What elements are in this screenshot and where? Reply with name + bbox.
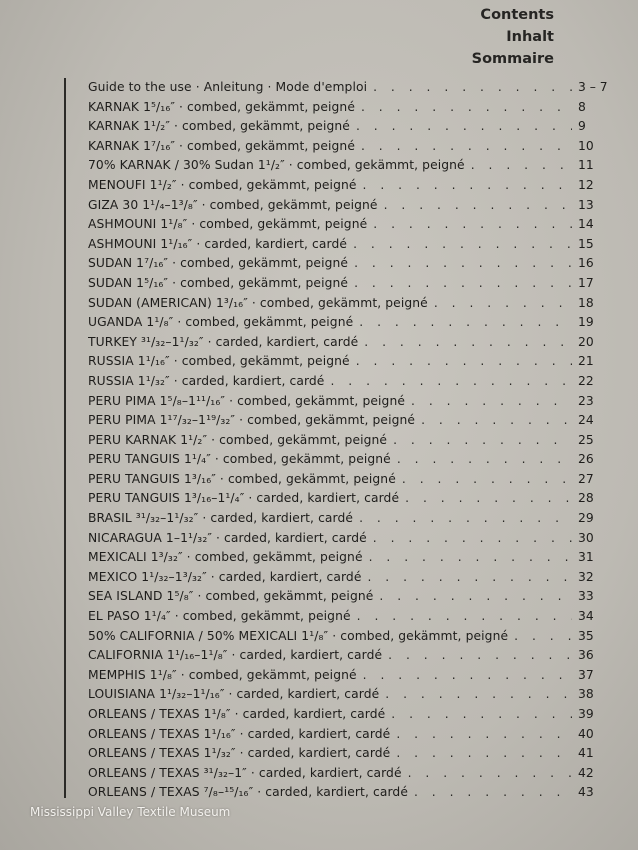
toc-entry-title: MENOUFI 1¹/₂″ · combed, gekämmt, peigné <box>88 177 357 192</box>
toc-entry <box>88 491 608 511</box>
toc-entry-page: 43 <box>578 785 594 800</box>
toc-entry <box>88 746 608 766</box>
toc-entry <box>88 511 608 531</box>
toc-entry <box>88 785 608 805</box>
toc-entry-page: 41 <box>578 746 594 761</box>
watermark: Mississippi Valley Textile Museum <box>30 805 231 819</box>
toc-entry <box>88 472 608 492</box>
toc-entry-page: 33 <box>578 589 594 604</box>
dot-leader <box>373 531 572 545</box>
toc-entry <box>88 276 608 296</box>
toc-entry-title: SUDAN (AMERICAN) 1³/₁₆″ · combed, gekämmt, peigné <box>88 295 428 310</box>
toc-entry-title: ORLEANS / TEXAS 1¹/₁₆″ · carded, kardiert, cardé <box>88 726 391 741</box>
toc-entry-title: SUDAN 1⁷/₁₆″ · combed, gekämmt, peigné <box>88 256 349 271</box>
toc-entry <box>88 256 608 276</box>
toc-entry <box>88 217 608 237</box>
dot-leader <box>385 687 572 701</box>
contents-heading <box>472 4 554 70</box>
dot-leader <box>354 256 572 270</box>
dot-leader <box>384 198 572 212</box>
dot-leader <box>471 158 572 172</box>
toc-entry-page: 32 <box>578 569 594 584</box>
toc-entry-page: 24 <box>578 413 594 428</box>
toc-entry <box>88 139 608 159</box>
toc-entry <box>88 158 608 178</box>
dot-leader <box>373 217 572 231</box>
table-of-contents <box>88 80 608 805</box>
toc-entry-page: 38 <box>578 687 594 702</box>
toc-entry-page: 26 <box>578 452 594 467</box>
toc-entry <box>88 413 608 433</box>
dot-leader <box>359 511 572 525</box>
toc-entry-page: 25 <box>578 432 594 447</box>
dot-leader <box>353 237 572 251</box>
toc-entry-page: 28 <box>578 491 594 506</box>
toc-entry-page: 19 <box>578 315 594 330</box>
toc-entry-title: PERU TANGUIS 1³/₁₆–1¹/₄″ · carded, kardiert, cardé <box>88 491 400 506</box>
toc-entry-title: MEXICALI 1³/₃₂″ · combed, gekämmt, peigné <box>88 550 363 565</box>
toc-entry <box>88 648 608 668</box>
toc-entry-title: KARNAK 1¹/₂″ · combed, gekämmt, peigné <box>88 119 350 134</box>
dot-leader <box>408 766 572 780</box>
dot-leader <box>421 413 572 427</box>
dot-leader <box>405 491 572 505</box>
toc-entry-page: 34 <box>578 609 594 624</box>
toc-entry <box>88 198 608 218</box>
toc-entry-title: 70% KARNAK / 30% Sudan 1¹/₂″ · combed, gekämmt, peigné <box>88 158 465 173</box>
toc-entry-page: 20 <box>578 334 594 349</box>
toc-entry-page: 12 <box>578 177 594 192</box>
toc-entry <box>88 609 608 629</box>
dot-leader <box>363 668 572 682</box>
dot-leader <box>364 335 572 349</box>
toc-entry-page: 15 <box>578 236 594 251</box>
dot-leader <box>396 746 572 760</box>
dot-leader <box>354 276 572 290</box>
toc-entry-page: 8 <box>578 99 586 114</box>
toc-entry-title: RUSSIA 1¹/₁₆″ · combed, gekämmt, peigné <box>88 354 350 369</box>
toc-entry-page: 31 <box>578 550 594 565</box>
toc-entry <box>88 374 608 394</box>
toc-entry <box>88 766 608 786</box>
toc-entry-title: PERU TANGUIS 1¹/₄″ · combed, gekämmt, peigné <box>88 452 391 467</box>
dot-leader <box>361 100 572 114</box>
toc-entry <box>88 452 608 472</box>
dot-leader <box>356 119 572 133</box>
dot-leader <box>373 80 572 94</box>
toc-entry <box>88 119 608 139</box>
toc-entry-title: PERU TANGUIS 1³/₁₆″ · combed, gekämmt, peigné <box>88 471 396 486</box>
toc-entry-title: EL PASO 1¹/₄″ · combed, gekämmt, peigné <box>88 609 351 624</box>
toc-entry-title: BRASIL ³¹/₃₂–1¹/₃₂″ · carded, kardiert, cardé <box>88 511 354 526</box>
title-german: Inhalt <box>506 29 554 45</box>
dot-leader <box>514 629 572 643</box>
toc-entry-page: 35 <box>578 628 594 643</box>
toc-entry <box>88 687 608 707</box>
dot-leader <box>396 727 572 741</box>
toc-entry-page: 22 <box>578 373 594 388</box>
toc-entry-title: Guide to the use · Anleitung · Mode d'emploi <box>88 80 368 94</box>
dot-leader <box>361 139 572 153</box>
toc-entry <box>88 394 608 414</box>
toc-entry-page: 23 <box>578 393 594 408</box>
vertical-rule <box>64 78 66 798</box>
dot-leader <box>397 452 572 466</box>
toc-entry-page: 11 <box>578 158 594 173</box>
toc-entry-title: ORLEANS / TEXAS 1¹/₃₂″ · carded, kardiert, cardé <box>88 746 391 761</box>
dot-leader <box>393 433 572 447</box>
toc-entry <box>88 354 608 374</box>
dot-leader <box>359 315 572 329</box>
toc-entry-title: MEMPHIS 1¹/₈″ · combed, gekämmt, peigné <box>88 667 357 682</box>
toc-entry-page: 3 – 7 <box>578 80 608 94</box>
dot-leader <box>357 609 572 623</box>
toc-entry <box>88 629 608 649</box>
toc-entry-page: 39 <box>578 707 594 721</box>
toc-entry-title: PERU KARNAK 1¹/₂″ · combed, gekämmt, peigné <box>88 432 388 447</box>
dot-leader <box>391 707 572 721</box>
toc-entry-title: UGANDA 1¹/₈″ · combed, gekämmt, peigné <box>88 315 354 330</box>
toc-entry-title: PERU PIMA 1¹⁷/₃₂–1¹⁹/₃₂″ · combed, gekämmt, peigné <box>88 413 416 428</box>
toc-entry <box>88 80 608 100</box>
toc-entry <box>88 550 608 570</box>
toc-entry-page: 21 <box>578 354 594 369</box>
dot-leader <box>411 394 572 408</box>
toc-entry-page: 42 <box>578 765 594 780</box>
toc-entry-page: 9 <box>578 119 586 134</box>
dot-leader <box>367 570 572 584</box>
dot-leader <box>330 374 572 388</box>
toc-entry <box>88 100 608 120</box>
dot-leader <box>388 648 572 662</box>
toc-entry-page: 16 <box>578 256 594 271</box>
dot-leader <box>414 785 572 799</box>
toc-entry-page: 17 <box>578 275 594 290</box>
toc-entry <box>88 315 608 335</box>
toc-entry-page: 40 <box>578 726 594 741</box>
toc-entry-title: ASHMOUNI 1¹/₈″ · combed, gekämmt, peigné <box>88 217 368 232</box>
toc-entry-title: LOUISIANA 1¹/₃₂–1¹/₁₆″ · carded, kardiert, cardé <box>88 687 380 702</box>
toc-entry-title: ORLEANS / TEXAS ⁷/₈–¹⁵/₁₆″ · carded, kardiert, cardé <box>88 785 408 800</box>
title-french: Sommaire <box>471 51 554 67</box>
toc-entry-page: 13 <box>578 197 594 212</box>
toc-entry <box>88 531 608 551</box>
toc-entry <box>88 570 608 590</box>
toc-entry-page: 18 <box>578 295 594 310</box>
toc-entry-page: 14 <box>578 217 594 232</box>
toc-entry-title: SEA ISLAND 1⁵/₈″ · combed, gekämmt, peigné <box>88 589 374 604</box>
toc-entry-title: ORLEANS / TEXAS ³¹/₃₂–1″ · carded, kardiert, cardé <box>88 765 402 780</box>
toc-entry-page: 10 <box>578 138 594 153</box>
dot-leader <box>369 550 572 564</box>
toc-entry-title: MEXICO 1¹/₃₂–1³/₃₂″ · carded, kardiert, cardé <box>88 569 362 584</box>
toc-entry <box>88 178 608 198</box>
toc-entry-title: NICARAGUA 1–1¹/₃₂″ · carded, kardiert, cardé <box>88 530 367 545</box>
toc-entry-title: CALIFORNIA 1¹/₁₆–1¹/₈″ · carded, kardiert, cardé <box>88 648 383 663</box>
dot-leader <box>402 472 572 486</box>
dot-leader <box>356 354 572 368</box>
toc-entry <box>88 296 608 316</box>
toc-entry <box>88 589 608 609</box>
dot-leader <box>363 178 572 192</box>
dot-leader <box>434 296 572 310</box>
toc-entry <box>88 707 608 727</box>
toc-entry-page: 29 <box>578 511 594 526</box>
toc-entry <box>88 668 608 688</box>
title-english: Contents <box>480 7 554 23</box>
toc-entry-title: ASHMOUNI 1¹/₁₆″ · carded, kardiert, cardé <box>88 236 348 251</box>
toc-entry <box>88 237 608 257</box>
toc-entry-title: ORLEANS / TEXAS 1¹/₈″ · carded, kardiert, cardé <box>88 707 386 721</box>
toc-entry-title: SUDAN 1⁵/₁₆″ · combed, gekämmt, peigné <box>88 275 349 290</box>
toc-entry-page: 36 <box>578 648 594 663</box>
toc-entry-page: 37 <box>578 667 594 682</box>
dot-leader <box>379 589 572 603</box>
toc-entry-page: 27 <box>578 471 594 486</box>
toc-entry-title: 50% CALIFORNIA / 50% MEXICALI 1¹/₈″ · combed, gekämmt, peigné <box>88 628 509 643</box>
toc-entry-title: PERU PIMA 1⁵/₈–1¹¹/₁₆″ · combed, gekämmt, peigné <box>88 393 406 408</box>
toc-entry <box>88 727 608 747</box>
toc-entry-title: KARNAK 1⁵/₁₆″ · combed, gekämmt, peigné <box>88 99 355 114</box>
toc-entry-title: GIZA 30 1¹/₄–1³/₈″ · combed, gekämmt, peigné <box>88 197 378 212</box>
toc-entry-title: TURKEY ³¹/₃₂–1¹/₃₂″ · carded, kardiert, cardé <box>88 334 359 349</box>
toc-entry-page: 30 <box>578 530 594 545</box>
toc-entry <box>88 335 608 355</box>
toc-entry-title: KARNAK 1⁷/₁₆″ · combed, gekämmt, peigné <box>88 138 355 153</box>
toc-entry <box>88 433 608 453</box>
toc-entry-title: RUSSIA 1¹/₃₂″ · carded, kardiert, cardé <box>88 373 325 388</box>
